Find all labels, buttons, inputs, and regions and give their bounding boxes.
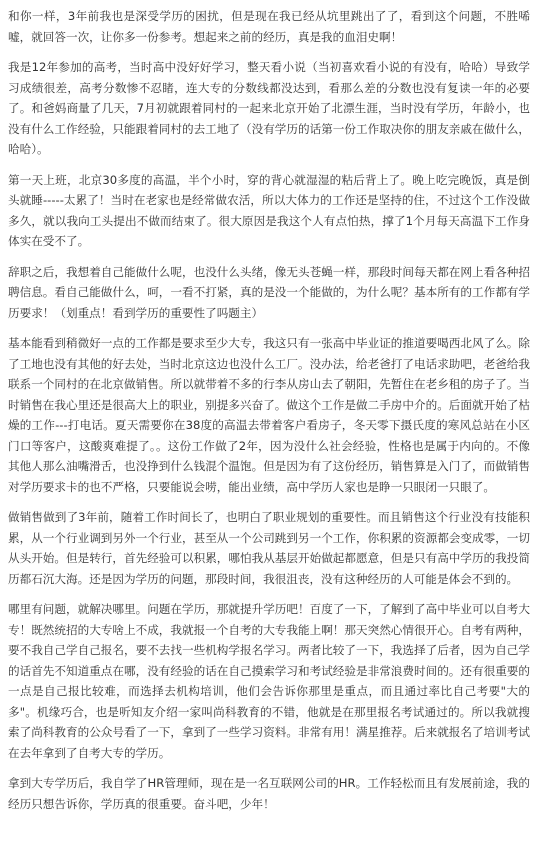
paragraph-first-day: 第一天上班，北京30多度的高温，半个小时，穿的背心就湿湿的粘后背上了。晚上吃完晚饭，真是倒头就睡-----太累了！当时在老家也是经常做农活，所以大体力的工作还是坚持的住，不过这个工作没做多久，就以我向工头提出不做而结束了。很大原因是我这个人有点怕热，撑了1个月每天高温下工作身体实在受不了。 <box>8 172 530 248</box>
paragraph-job-search: 辞职之后，我想着自己能做什么呢，也没什么头绪，像无头苍蝇一样，那段时间每天都在网上看各种招聘信息。看自己能做什么，呵，一看不打紧，真的是没一个能做的，为什么呢？基本所有的工作都有学历要求！（划重点！看到学历的重要性了吗题主） <box>8 264 530 320</box>
paragraph-self-study-exam: 哪里有问题，就解决哪里。问题在学历，那就提升学历吧！百度了一下，了解到了高中毕业可以自考大专！既然统招的大专啥上不成，我就报一个自考的大专我能上啊！那天突然心情很开心。自考有两种，要不我自己学自己报名，要不去找一些机构学报名学习。两者比较了一下，我选择了后者，因为自己学的话首先不知道重点在哪，没有经验的话在自己摸索学习和考试经验是非常浪费时间的。还有很重要的一点是自己报比较难，而选择去机构培训，他们会告诉你那里是重点，而且通过率比自己考要"大的多"。机缘巧合，也是听知友介绍一家叫尚科教育的不错，他就是在那里报名考试通过的。所以我就搜索了尚科教育的公众号看了一下，拿到了一些学习资料。非常有用！满星推荐。后来就报名了培训考试在去年拿到了自考大专的学历。 <box>8 602 530 760</box>
article-body <box>8 6 530 814</box>
paragraph-gaokao: 我是12年参加的高考，当时高中没好好学习，整天看小说（当初喜欢看小说的有没有，哈哈）导致学习成绩很差，高考分数惨不忍睹，连大专的分数线都没达到，看那么差的分数也没有复读一年的必要了。和爸妈商量了几天，7月初就跟着同村的一起来北京开始了北漂生涯，当时没有学历，年龄小，也没有什么工作经验，只能跟着同村的去工地了（没有学历的话第一份工作取决你的朋友亲戚在做什么，哈哈）。 <box>8 60 530 156</box>
paragraph-career-change: 做销售做到了3年前，随着工作时间长了，也明白了职业规划的重要性。而且销售这个行业没有技能积累，从一个行业调到另外一个行业，甚至从一个公司跳到另一个工作，你积累的资源都会变成零，一切从头开始。但是转行，首先经验可以积累，哪怕我从基层开始做起都愿意，但是只有高中学历的我投简历都石沉大海。还是因为学历的问题，那段时间，我很沮丧，没有这种经历的人可能是体会不到的。 <box>8 510 530 586</box>
paragraph-sales-job: 基本能看到稍微好一点的工作都是要求至少大专，我这只有一张高中毕业证的推道要喝西北风了么。除了工地也没有其他的好去处，当时北京这边也没什么工厂。没办法，给老爸打了电话求助吧，老爸给我联系一个同村的在北京做销售。所以就带着不多的行李从房山去了朝阳，先暂住在老乡租的房子了。当时销售在我心里还是很高大上的职业，别提多兴奋了。做这个工作是做二手房中介的。后面就开始了枯燥的工作---打电话。夏天需要你在38度的高温去带着客户看房子，冬天零下摄氏度的寒风总站在小区门口等客户，这酸爽难提了。。这份工作做了2年，因为没什么社会经验，性格也是属于内向的。不像其他人那么油嘴滑舌，也没挣到什么钱混个温饱。但是因为有了这份经历，销售算是入门了，而做销售对学历要求卡的也不严格，只要能说会唠，能出业绩，高中学历人家也是睁一只眼闭一只眼了。 <box>8 336 530 494</box>
paragraph-intro: 和你一样，3年前我也是深受学历的困扰，但是现在我已经从坑里跳出了了，看到这个问题，不胜唏嘘，就回答一次，让你多一份参考。想起来之前的经历，真是我的血泪史啊！ <box>8 9 530 44</box>
paragraph-conclusion: 拿到大专学历后，我自学了HR管理师，现在是一名互联网公司的HR。工作轻松而且有发展前途，我的经历只想告诉你，学历真的很重要。奋斗吧，少年！ <box>8 776 530 811</box>
